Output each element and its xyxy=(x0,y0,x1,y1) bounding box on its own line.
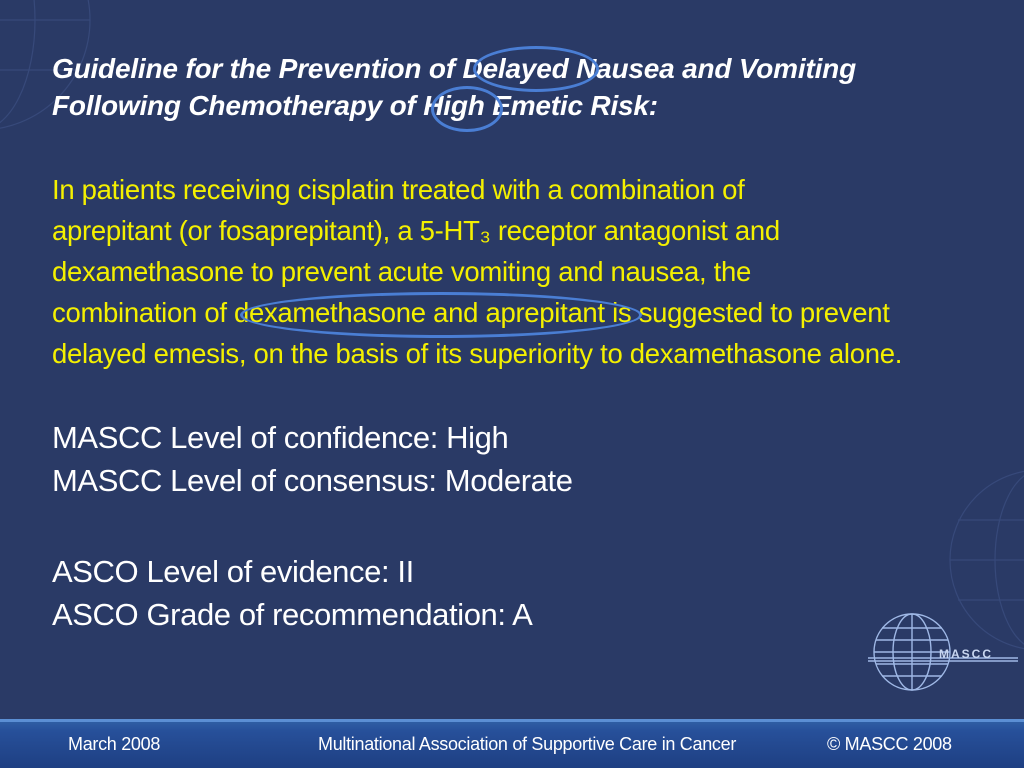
guideline-text-line-3: dexamethasone to prevent acute vomiting and nausea, the xyxy=(52,256,751,287)
highlight-circle-delayed xyxy=(473,46,599,92)
mascc-logo-text: MASCC xyxy=(939,647,993,661)
guideline-text-line-5: delayed emesis, on the basis of its superiority to dexamethasone alone. xyxy=(52,338,903,369)
guideline-text-line-4: combination of dexamethasone and aprepitant is suggested to prevent xyxy=(52,297,890,328)
slide-title-line-1: Guideline for the Prevention of Delayed Nausea and Vomiting xyxy=(52,53,856,84)
mascc-consensus-level: MASCC Level of consensus: Moderate xyxy=(52,463,573,498)
highlight-circle-high xyxy=(431,86,503,132)
asco-recommendation-grade: ASCO Grade of recommendation: A xyxy=(52,597,533,632)
mascc-confidence-level: MASCC Level of confidence: High xyxy=(52,420,509,455)
guideline-text-line-1: In patients receiving cisplatin treated with a combination of xyxy=(52,174,745,205)
footer-divider xyxy=(0,719,1024,722)
highlight-circle-dexamethasone-aprepitant xyxy=(240,292,642,338)
footer-organization: Multinational Association of Supportive Care in Cancer xyxy=(318,734,737,754)
guideline-text-line-2: aprepitant (or fosaprepitant), a 5-HT₃ receptor antagonist and xyxy=(52,215,780,246)
asco-evidence-level: ASCO Level of evidence: II xyxy=(52,554,414,589)
footer-copyright: © MASCC 2008 xyxy=(827,734,952,754)
footer-date: March 2008 xyxy=(68,734,161,754)
slide-title-line-2: Following Chemotherapy of High Emetic Risk: xyxy=(52,90,658,121)
